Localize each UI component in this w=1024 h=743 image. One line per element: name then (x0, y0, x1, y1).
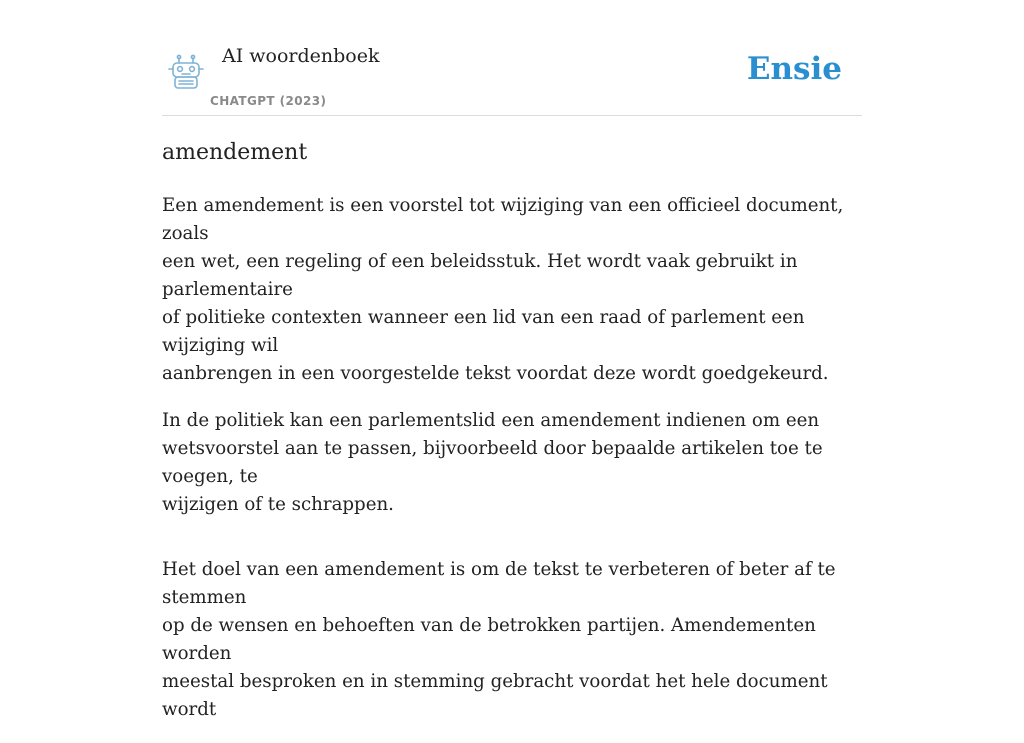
header (162, 0, 862, 116)
paragraph: Het doel van een amendement is om de tekst te verbeteren of beter af te stemmen op de wensen en behoeften van de betrokken partijen. Amendementen worden meestal besproken en in stemming gebracht voordat het hele document wordt (162, 559, 836, 720)
source-label: CHATGPT (2023) (210, 94, 327, 108)
definition-body (162, 192, 862, 743)
paragraph: Een amendement is een voorstel tot wijziging van een officieel document, zoals een wet, een regeling of een beleidsstuk. Het wordt vaak gebruikt in parlementaire of politieke contexten wanneer een lid van een raad of parlement een wijziging wil aanbrengen in een voorgestelde tekst voordat deze wordt goedgekeurd. (162, 195, 844, 384)
robot-icon (166, 52, 206, 92)
headword: amendement (162, 140, 308, 165)
page (162, 0, 862, 720)
dictionary-title[interactable]: AI woordenboek (222, 45, 380, 67)
brand-logo[interactable]: Ensie (746, 51, 842, 87)
paragraph: In de politiek kan een parlementslid een amendement indienen om een wetsvoorstel aan te passen, bijvoorbeeld door bepaalde artikelen toe te voegen, te wijzigen of te schrappen. (162, 410, 823, 515)
